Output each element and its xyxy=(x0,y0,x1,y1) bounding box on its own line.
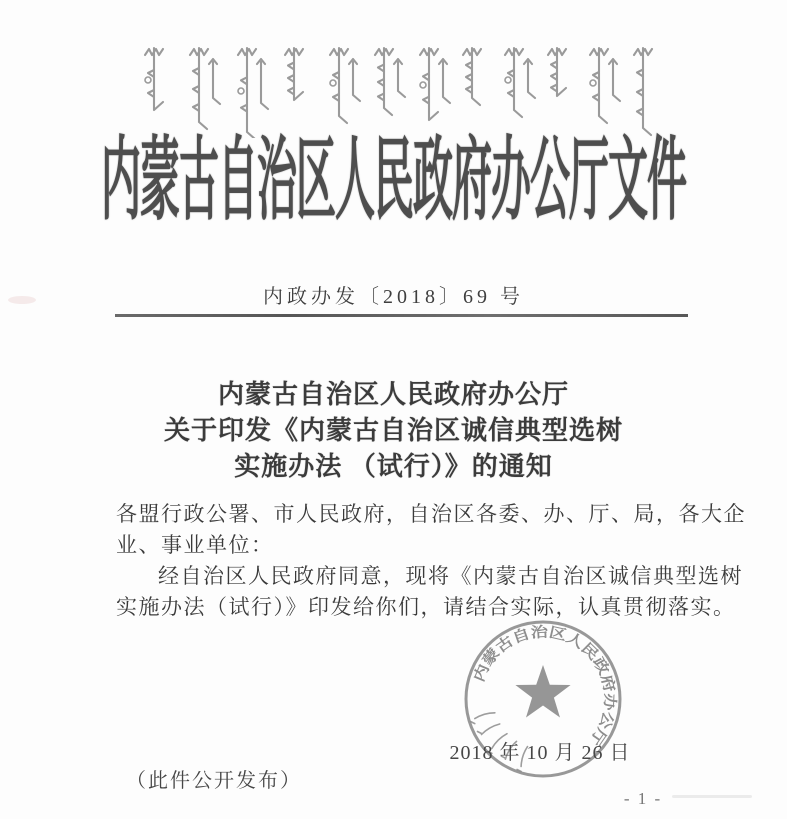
page-number: - 1 - xyxy=(623,789,663,808)
mongolian-word-bowl xyxy=(145,77,151,83)
mongolian-script-header xyxy=(0,38,787,138)
mongolian-word xyxy=(375,48,405,115)
issue-date: 2018 年 10 月 26 日 xyxy=(449,742,631,764)
seal-ring-text: 内蒙古自治区人民政府办公厅 xyxy=(471,624,618,746)
seal-mongolian-stroke xyxy=(478,724,500,735)
mongolian-word-bowl xyxy=(420,82,426,88)
star-icon xyxy=(515,665,570,718)
body-line-1: 各盟行政公署、市人民政府，自治区各委、办、厅、局，各大企 xyxy=(116,502,746,526)
mongolian-word xyxy=(463,48,481,105)
document-number: 内政办发〔2018〕69 号 xyxy=(263,286,524,308)
mongolian-word xyxy=(548,48,566,96)
public-release-note: （此件公开发布） xyxy=(126,770,302,792)
mongolian-word xyxy=(634,48,652,135)
seal-mongolian-stroke xyxy=(471,713,495,724)
body-line-3: 经自治区人民政府同意，现将《内蒙古自治区诚信典型选树 xyxy=(158,564,743,588)
mongolian-word xyxy=(420,48,450,120)
notice-title-line-3: 实施办法 （试行）》的通知 xyxy=(234,452,553,481)
notice-body xyxy=(116,499,746,623)
body-line-2: 业、事业单位： xyxy=(116,533,274,557)
notice-title xyxy=(0,377,787,485)
mongolian-word-bowl xyxy=(238,88,244,94)
mongolian-word xyxy=(190,48,220,129)
mongolian-word xyxy=(145,48,163,110)
header-divider-line xyxy=(115,314,688,317)
notice-title-line-1: 内蒙古自治区人民政府办公厅 xyxy=(217,380,569,409)
notice-title-line-2: 关于印发《内蒙古自治区诚信典型选树 xyxy=(163,416,623,445)
mongolian-word-bowl xyxy=(505,77,511,83)
mongolian-word-bowl xyxy=(330,80,336,86)
letterhead xyxy=(0,129,787,232)
org-title: 内蒙古自治区人民政府办公厅文件 xyxy=(101,129,686,232)
mongolian-word xyxy=(285,48,303,100)
mongolian-word-bowl xyxy=(590,80,596,86)
body-line-4: 实施办法（试行）》印发给你们，请结合实际，认真贯彻落实。 xyxy=(116,595,736,619)
